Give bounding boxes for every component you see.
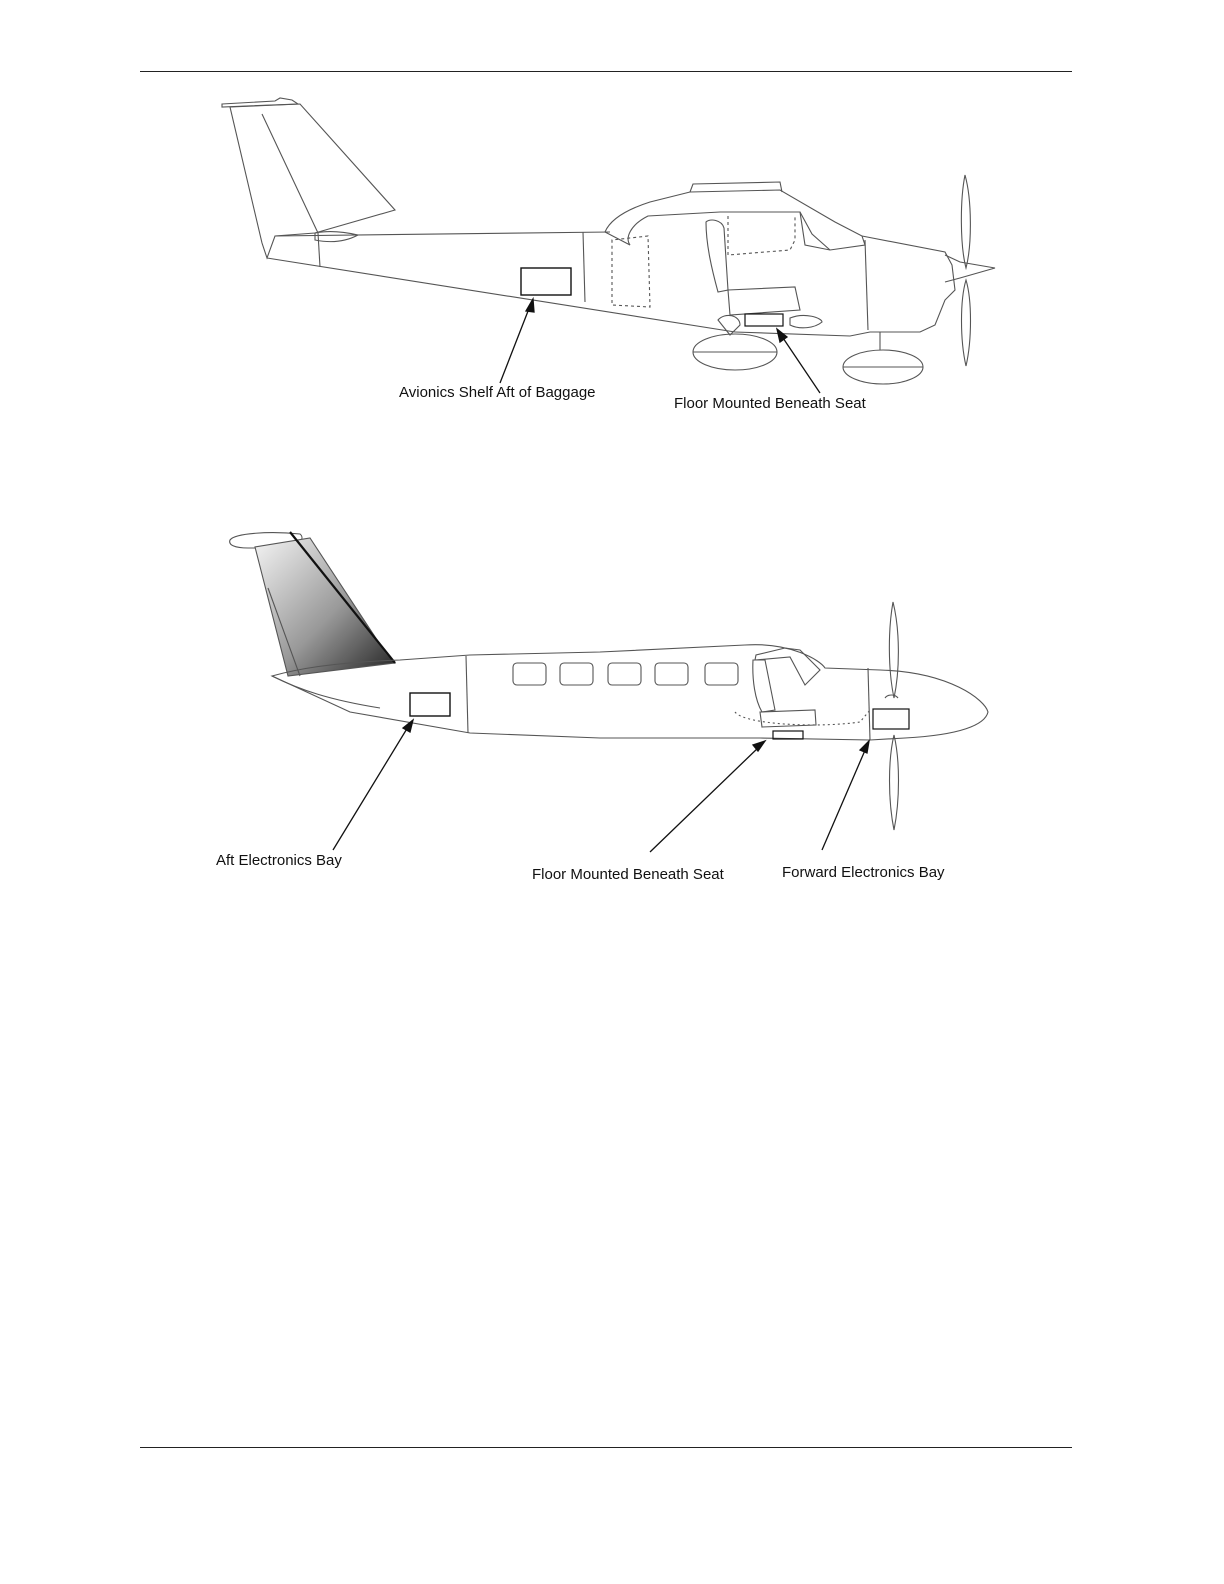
propeller-lower (962, 280, 971, 366)
callout-floor-seat-2: Floor Mounted Beneath Seat (532, 866, 724, 883)
cabin-window-1 (513, 663, 546, 685)
fuselage-top (275, 232, 610, 236)
cabin-window-2 (560, 663, 593, 685)
floor-seat-box-1 (745, 314, 783, 326)
propeller-lower (890, 735, 899, 830)
vertical-tail (255, 538, 395, 676)
arrow-forward-bay (822, 748, 866, 850)
cabin-window-5 (705, 663, 738, 685)
cabin-top (605, 190, 865, 250)
arrow-floor-seat-2 (650, 746, 760, 852)
callout-aft-bay: Aft Electronics Bay (216, 852, 342, 869)
aft-bay-box (410, 693, 450, 716)
seat-cushion (728, 287, 800, 315)
callout-avionics-shelf: Avionics Shelf Aft of Baggage (399, 384, 596, 401)
cabin-window-3 (608, 663, 641, 685)
arrow-aft-bay (333, 727, 408, 850)
seat-back (753, 660, 775, 712)
cabin-window-4 (655, 663, 688, 685)
avionics-shelf-box (521, 268, 571, 295)
forward-bay-box (873, 709, 909, 729)
arrow-floor-seat (781, 335, 820, 393)
propeller-upper (961, 175, 970, 268)
aircraft-diagram-single-engine (0, 0, 1224, 460)
windshield (755, 648, 820, 685)
callout-floor-seat-1: Floor Mounted Beneath Seat (674, 395, 866, 412)
footer-rule (140, 1447, 1072, 1448)
fuselage-bottom (267, 258, 735, 332)
callout-forward-bay: Forward Electronics Bay (782, 864, 945, 881)
nose (735, 236, 955, 336)
aircraft-diagram-twin (0, 480, 1224, 900)
seat-back (706, 220, 728, 292)
propeller-upper (889, 602, 898, 698)
arrow-avionics-shelf (500, 306, 530, 383)
